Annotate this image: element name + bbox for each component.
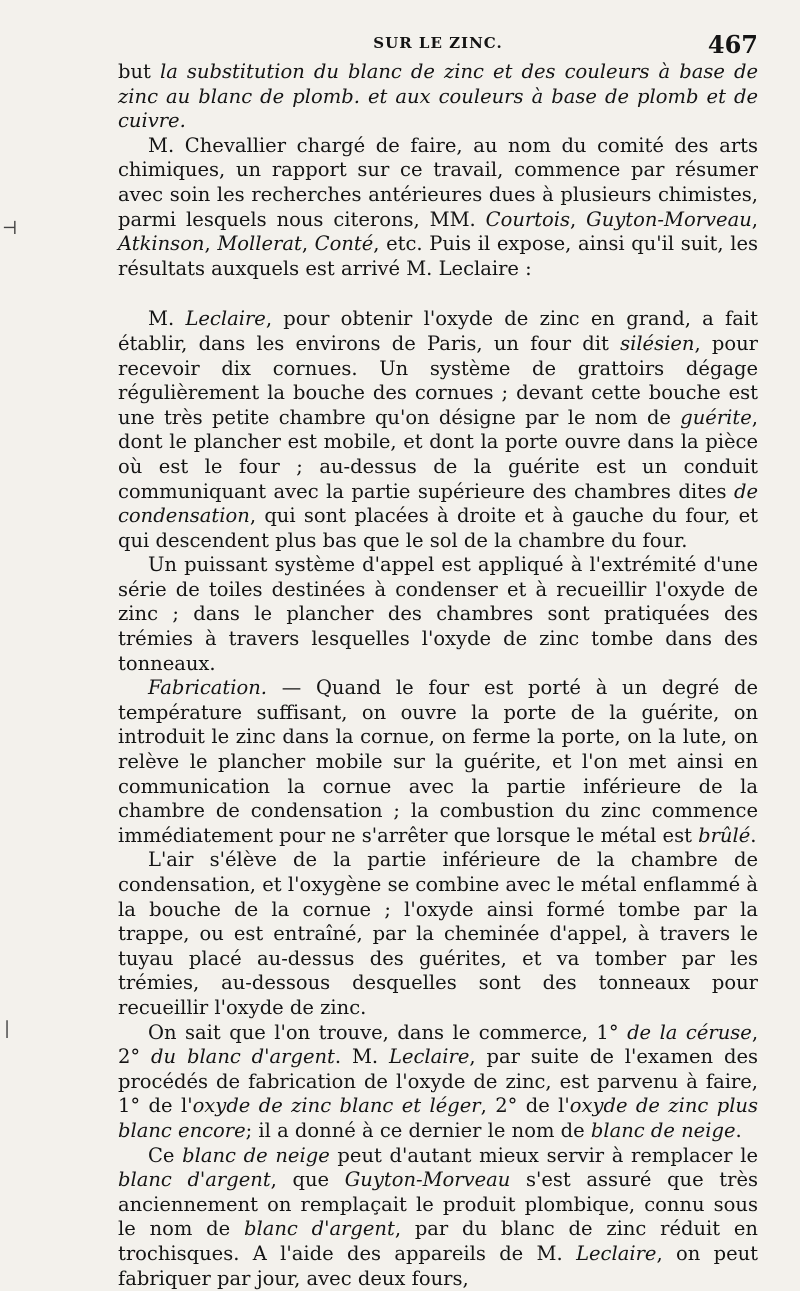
section-gap — [118, 281, 758, 307]
italic-text: Leclaire — [185, 307, 266, 331]
italic-text: oxyde de zinc blanc et léger — [192, 1094, 481, 1118]
text-run: , etc. Puis il expose, ainsi qu'il suit, les résultats auxquels est arrivé M. Leclaire : — [118, 232, 758, 280]
italic-text: de condensation — [118, 479, 758, 528]
page-number: 467 — [707, 30, 758, 59]
paragraph-p7 — [118, 1021, 758, 1144]
paragraph-p2 — [118, 134, 758, 282]
page-header — [118, 30, 758, 62]
text-run: , — [751, 207, 758, 231]
italic-text: blanc de neige — [590, 1118, 736, 1142]
italic-text: Guyton-Morveau — [344, 1168, 511, 1192]
text-run: — Quand le four est porté à un degré de température suffisant, on ouvre la porte de la guérite, on introduit le zinc dans la cornue, on ferme la porte, on la lute, on relève le plancher mobile sur la guérite, et l'on met ainsi en communication la cornue avec la partie inférieure de la chambre de condensation ; la combustion du zinc commence immédiatement pour ne s'arrêter que lorsque le métal est — [118, 676, 758, 847]
text-run: On sait que l'on trouve, dans le commerce, 1° — [148, 1020, 628, 1044]
italic-text: guérite — [680, 405, 752, 429]
text-run: . — [735, 1118, 742, 1142]
text-run: M. Chevallier chargé de faire, au nom du comité des arts chimiques, un rapport sur ce travail, commence par résumer avec soin les recherches antérieures dues à plusieurs chimistes, parmi lesquels nous citerons, MM. — [118, 133, 758, 231]
italic-text: silésien — [620, 331, 695, 355]
text-run: but — [118, 60, 160, 83]
italic-text: oxyde de zinc plus blanc encore — [118, 1094, 759, 1142]
text-run: , 2° de l' — [480, 1094, 570, 1118]
text-run: . M. — [334, 1045, 390, 1069]
text-run: s'est assuré que très anciennement on remplaçait le produit plombique, connu sous le nom de — [118, 1168, 758, 1241]
text-run: . — [750, 823, 757, 847]
italic-text: Mollerat — [217, 232, 302, 256]
text-run: , par du blanc de zinc réduit en trochisques. A l'aide des appareils de M. — [118, 1217, 758, 1265]
paragraph-p5 — [118, 676, 758, 848]
text-run: , pour recevoir dix cornues. Un système de grattoirs dégage régulièrement la bouche des cornues ; devant cette bouche est une très petite chambre qu'on désigne par le nom de — [118, 331, 758, 429]
paragraph-p3 — [118, 307, 758, 553]
body-text — [118, 60, 758, 1291]
text-run: Ce — [148, 1143, 183, 1167]
italic-text: de la céruse — [627, 1020, 752, 1044]
paragraph-p4 — [118, 553, 758, 676]
text-run: , — [204, 232, 218, 256]
margin-mark: ⊣ — [2, 218, 18, 239]
text-run: peut d'autant mieux servir à remplacer le — [329, 1143, 758, 1167]
italic-text: Leclaire — [576, 1241, 657, 1265]
text-run: M. — [148, 307, 186, 331]
italic-text: la substitution du blanc de zinc et des couleurs à base de zinc au blanc de plomb. et aux couleurs à base de plomb et de cuivre. — [118, 60, 758, 133]
text-run: , dont le plancher est mobile, et dont la porte ouvre dans la pièce où est le four ; au-dessus de la guérite est un conduit communiquant avec la partie supérieure des chambres dites — [118, 405, 758, 503]
paragraph-p1 — [118, 60, 758, 134]
paragraph-p8 — [118, 1144, 758, 1291]
italic-text: Atkinson — [118, 232, 205, 256]
italic-text: blanc de neige — [182, 1143, 330, 1167]
text-run: , qui sont placées à droite et à gauche du four, et qui descendent plus bas que le sol de la chambre du four. — [118, 504, 758, 552]
italic-text: Guyton-Morveau — [586, 207, 752, 231]
text-run: , pour obtenir l'oxyde de zinc en grand, a fait établir, dans les environs de Paris, un four dit — [118, 307, 758, 355]
italic-text: blanc d'argent — [118, 1168, 271, 1192]
paragraph-p6 — [118, 848, 758, 1020]
italic-text: du blanc d'argent — [151, 1045, 335, 1069]
running-title: SUR LE ZINC. — [373, 34, 503, 52]
text-run: , on peut fabriquer par jour, avec deux fours, — [118, 1241, 759, 1290]
italic-text: brûlé — [698, 823, 751, 847]
italic-text: Conté — [314, 232, 374, 256]
text-run: , — [301, 232, 315, 256]
text-run: Un puissant système d'appel est appliqué à l'extrémité d'une série de toiles destinées à condenser et à recueillir l'oxyde de zinc ; dans le plancher des chambres sont pratiquées des trémies à travers lesquelles l'oxyde de zinc tombe dans des tonneaux. — [118, 553, 758, 675]
text-run: , — [570, 207, 587, 231]
text-run: L'air s'élève de la partie inférieure de la chambre de condensation, et l'oxygène se combine avec le métal enflammé à la bouche de la cornue ; l'oxyde ainsi formé tombe par la trappe, ou est entraîné, par la cheminée d'appel, à travers le tuyau placé au-dessus des guérites, et va tomber par les trémies, au-dessous desquelles sont des tonneaux pour recueillir l'oxyde de zinc. — [118, 848, 758, 1019]
italic-text: Fabrication. — [148, 676, 267, 700]
italic-text: Courtois — [485, 207, 571, 231]
text-run: , par suite de l'examen des procédés de fabrication de l'oxyde de zinc, est parvenu à faire, 1° de l' — [118, 1045, 758, 1118]
text-run: ; il a donné à ce dernier le nom de — [245, 1118, 591, 1142]
italic-text: Leclaire — [389, 1045, 470, 1069]
text-run: , 2° — [118, 1020, 759, 1069]
italic-text: blanc d'argent — [243, 1217, 395, 1241]
text-run: , que — [270, 1168, 345, 1192]
margin-mark: | — [4, 1018, 11, 1039]
